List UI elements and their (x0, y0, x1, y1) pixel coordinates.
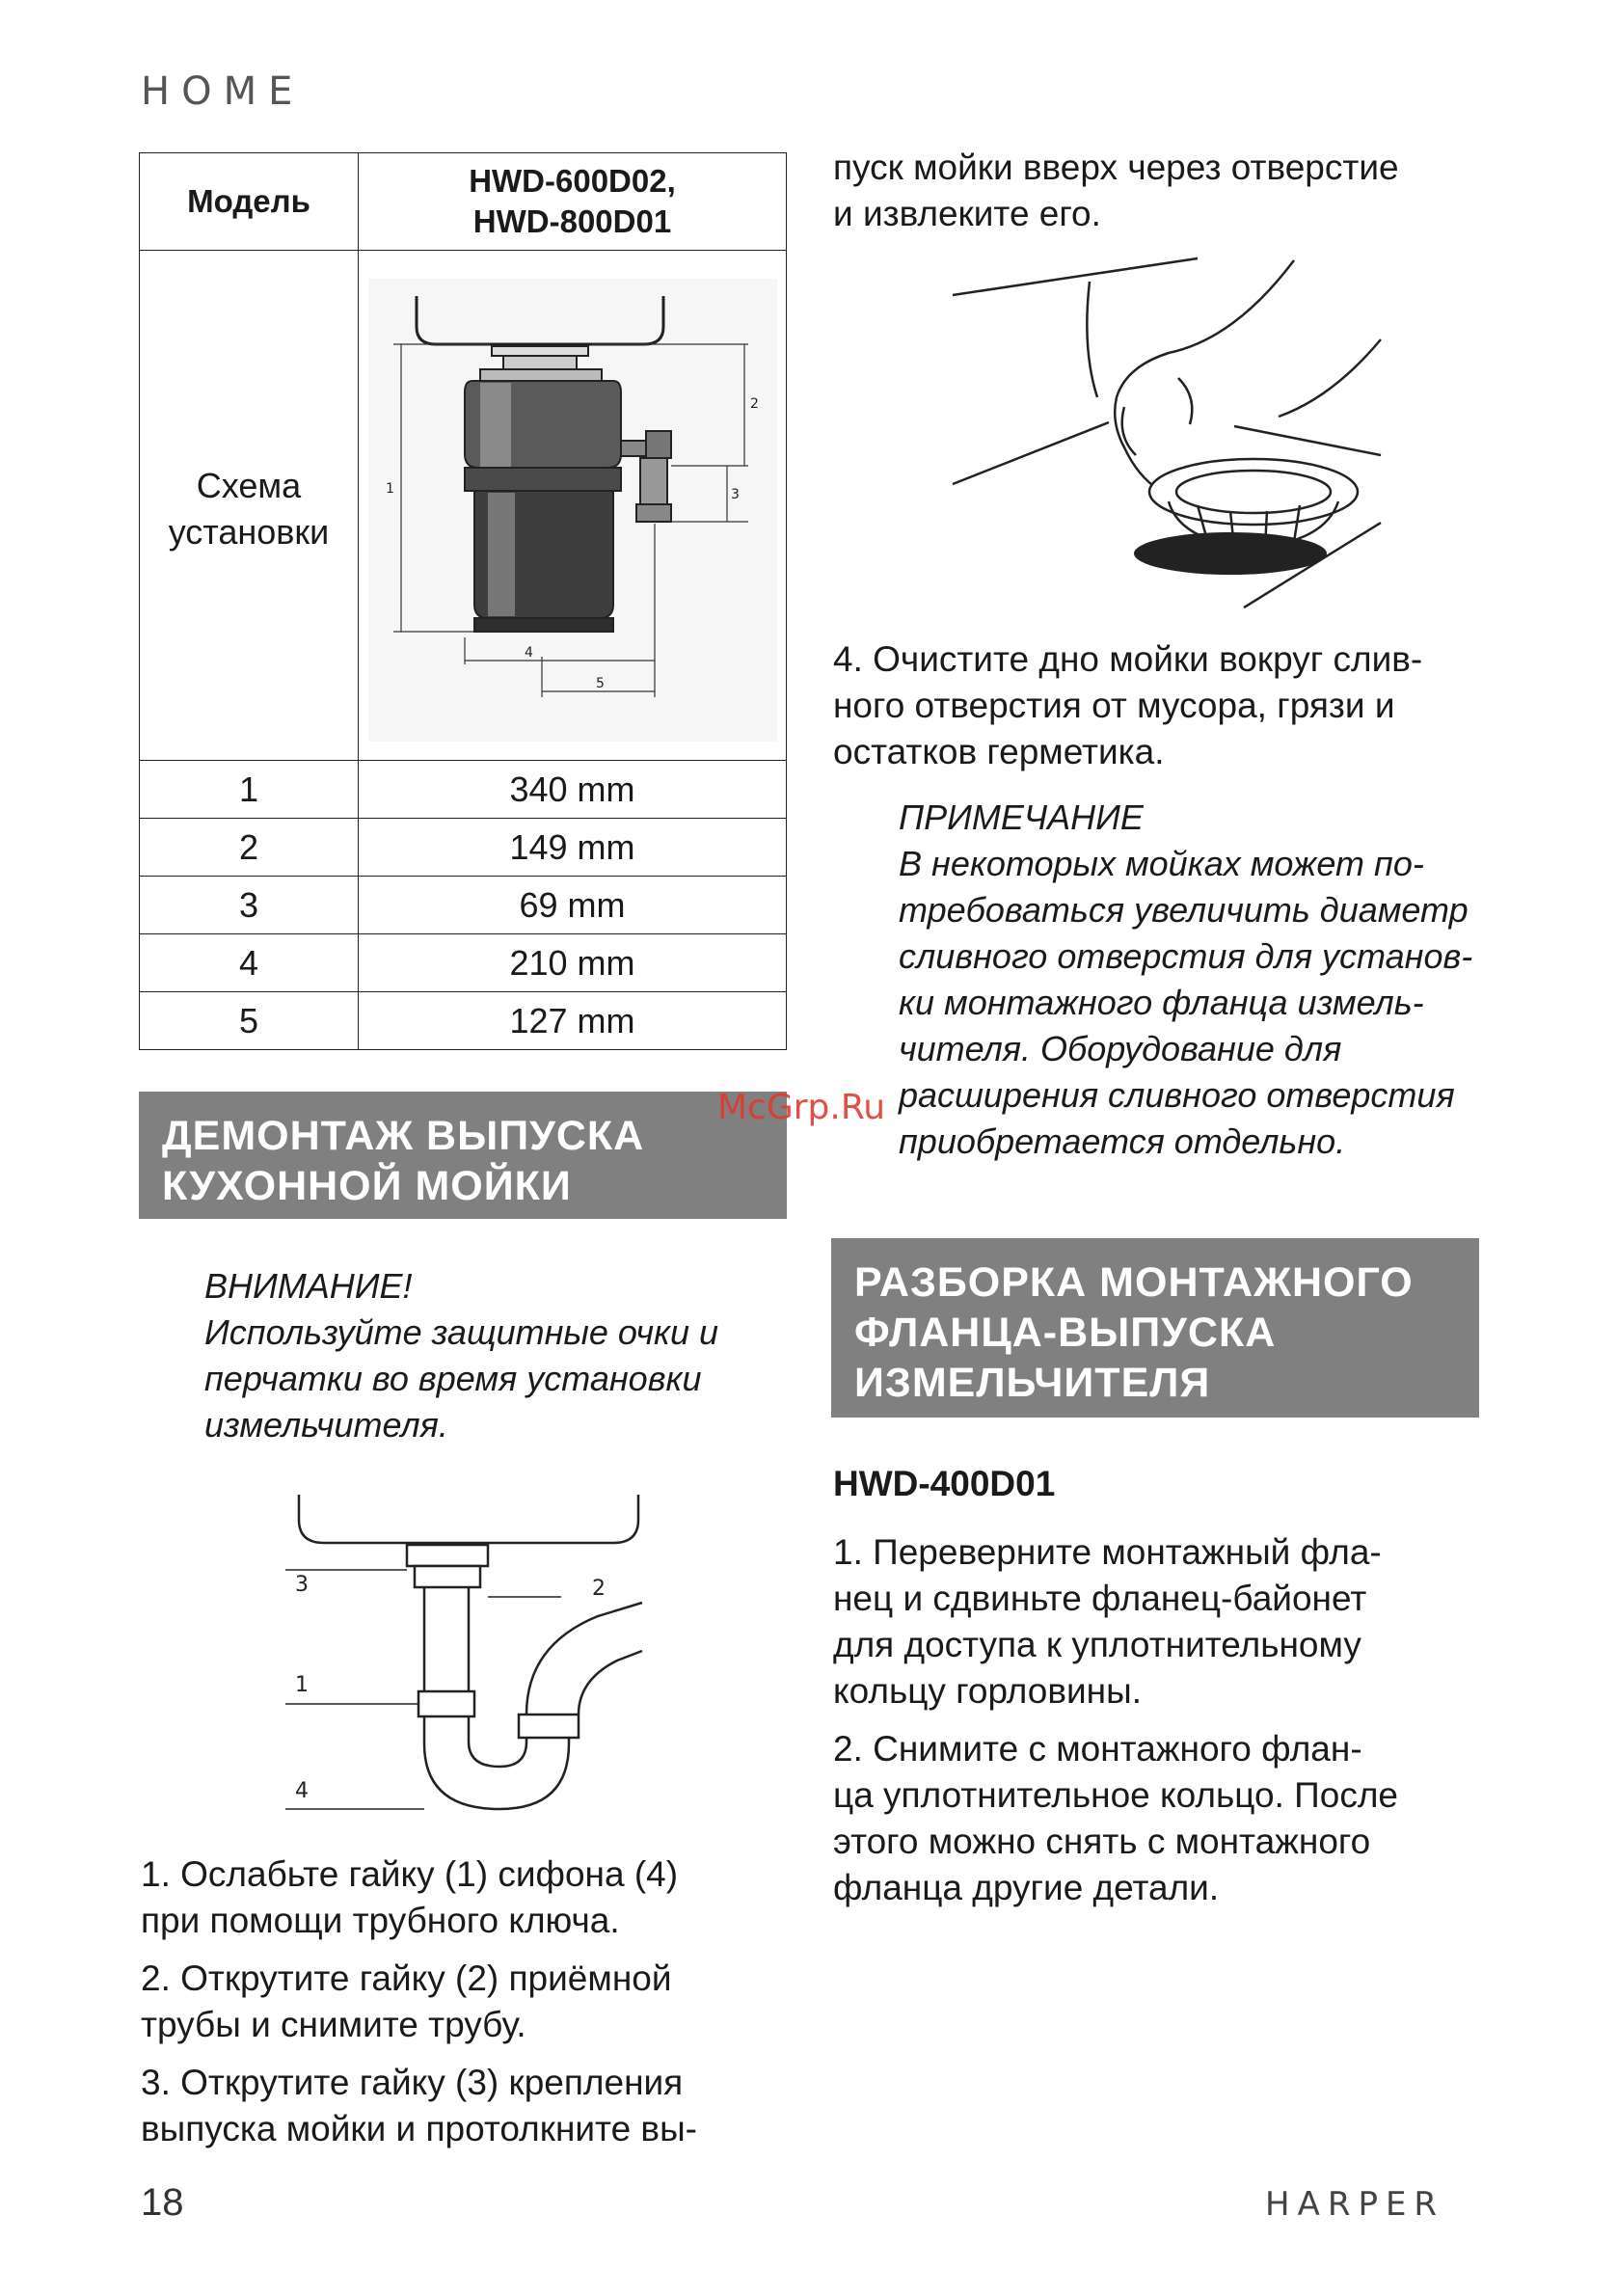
note-line: требоваться увеличить диаметр (899, 890, 1469, 930)
diagram-label: 4 (524, 645, 533, 661)
dimension-value: 210 mm (359, 934, 787, 992)
section-header-flange (831, 1238, 1479, 1418)
model-heading: HWD-400D01 (833, 1464, 1056, 1503)
text-line: трубы и снимите трубу. (141, 2005, 526, 2044)
dimension-number: 1 (140, 761, 359, 819)
table-row (140, 992, 787, 1050)
diagram-label: 3 (730, 487, 740, 502)
continuation-text (833, 145, 1479, 237)
note-line: чителя. Оборудование для (899, 1029, 1342, 1068)
scheme-row (140, 251, 787, 761)
diagram-label: 1 (385, 481, 394, 497)
text-line: остатков герметика. (833, 732, 1165, 771)
flange-step-2 (833, 1726, 1479, 1911)
step-2 (141, 1956, 785, 2048)
text-line: при помощи трубного ключа. (141, 1901, 620, 1940)
home-logo: HOME (141, 69, 305, 114)
section-title-line: ФЛАНЦА-ВЫПУСКА (854, 1310, 1277, 1356)
model-value-line: HWD-600D02, (469, 163, 676, 199)
text-line: 1. Переверните монтажный фла- (833, 1532, 1382, 1572)
scheme-label (140, 251, 359, 761)
table-header-row (140, 153, 787, 251)
text-line: этого можно снять с монтажного (833, 1822, 1371, 1861)
text-line: 4. Очистите дно мойки вокруг слив- (833, 639, 1423, 679)
note-line: сливного отверстия для установ- (899, 936, 1473, 976)
section-title-line: РАЗБОРКА МОНТАЖНОГО (854, 1259, 1414, 1306)
dimension-value: 149 mm (359, 819, 787, 877)
text-line: 1. Ослабьте гайку (1) сифона (4) (141, 1854, 679, 1894)
note-line: ки монтажного фланца измель- (899, 983, 1424, 1022)
step-1 (141, 1851, 785, 1944)
note-line: В некоторых мойках может по- (899, 844, 1424, 883)
siphon-diagram (280, 1491, 665, 1819)
table-row (140, 934, 787, 992)
diagram-label: 5 (595, 676, 605, 691)
text-line: 2. Снимите с монтажного флан- (833, 1729, 1362, 1769)
section-title-line: ДЕМОНТАЖ ВЫПУСКА (162, 1113, 645, 1159)
warning-line: перчатки во время установки (204, 1359, 702, 1398)
dimension-number: 3 (140, 877, 359, 934)
warning-line: Используйте защитные очки и (204, 1312, 719, 1352)
harper-logo: HARPER (1265, 2185, 1445, 2224)
siphon-label: 1 (295, 1673, 309, 1697)
text-line: пуск мойки вверх через отверстие (833, 148, 1399, 187)
note-line: приобретается отдельно. (899, 1121, 1346, 1161)
text-line: 2. Открутите гайку (2) приёмной (141, 1958, 672, 1998)
watermark: McGrp.Ru (717, 1088, 886, 1127)
dimension-value: 340 mm (359, 761, 787, 819)
page-number: 18 (141, 2181, 184, 2224)
model-value-line: HWD-800D01 (472, 203, 672, 239)
installation-diagram (361, 261, 785, 753)
scheme-label-line: установки (168, 512, 330, 552)
warning-note (204, 1263, 783, 1448)
table-row (140, 761, 787, 819)
note-line: ПРИМЕЧАНИЕ (899, 797, 1144, 837)
warning-line: измельчителя. (204, 1405, 448, 1445)
scheme-label-line: Схема (196, 466, 302, 505)
text-line: нец и сдвиньте фланец-байонет (833, 1579, 1367, 1618)
text-line: и извлеките его. (833, 194, 1101, 233)
model-value (359, 153, 787, 251)
dimension-number: 2 (140, 819, 359, 877)
siphon-label: 4 (295, 1779, 309, 1803)
text-line: фланца другие детали. (833, 1868, 1220, 1907)
section-title-line: ИЗМЕЛЬЧИТЕЛЯ (854, 1360, 1211, 1406)
table-row (140, 877, 787, 934)
text-line: ца уплотнительное кольцо. После (833, 1775, 1399, 1815)
drain-removal-illustration (945, 253, 1388, 619)
model-header: Модель (140, 153, 359, 251)
note-block (899, 795, 1477, 1165)
spec-table (139, 152, 787, 1050)
text-line: выпуска мойки и протолкните вы- (141, 2109, 698, 2148)
step-4 (833, 636, 1479, 775)
step-3 (141, 2060, 785, 2152)
warning-line: ВНИМАНИЕ! (204, 1266, 413, 1306)
section-header-dismantle (139, 1092, 787, 1219)
dimension-number: 4 (140, 934, 359, 992)
text-line: ного отверстия от мусора, грязи и (833, 686, 1395, 725)
diagram-label: 2 (749, 396, 759, 412)
dimension-number: 5 (140, 992, 359, 1050)
text-line: 3. Открутите гайку (3) крепления (141, 2063, 684, 2102)
dimension-value: 69 mm (359, 877, 787, 934)
text-line: для доступа к уплотнительному (833, 1625, 1361, 1664)
flange-step-1 (833, 1529, 1479, 1715)
dimension-value: 127 mm (359, 992, 787, 1050)
siphon-label: 3 (295, 1573, 309, 1597)
note-line: расширения сливного отверстия (899, 1075, 1455, 1115)
siphon-label: 2 (592, 1577, 606, 1601)
section-title-line: КУХОННОЙ МОЙКИ (162, 1163, 572, 1209)
table-row (140, 819, 787, 877)
installation-diagram-cell (359, 251, 787, 761)
text-line: кольцу горловины. (833, 1671, 1142, 1711)
